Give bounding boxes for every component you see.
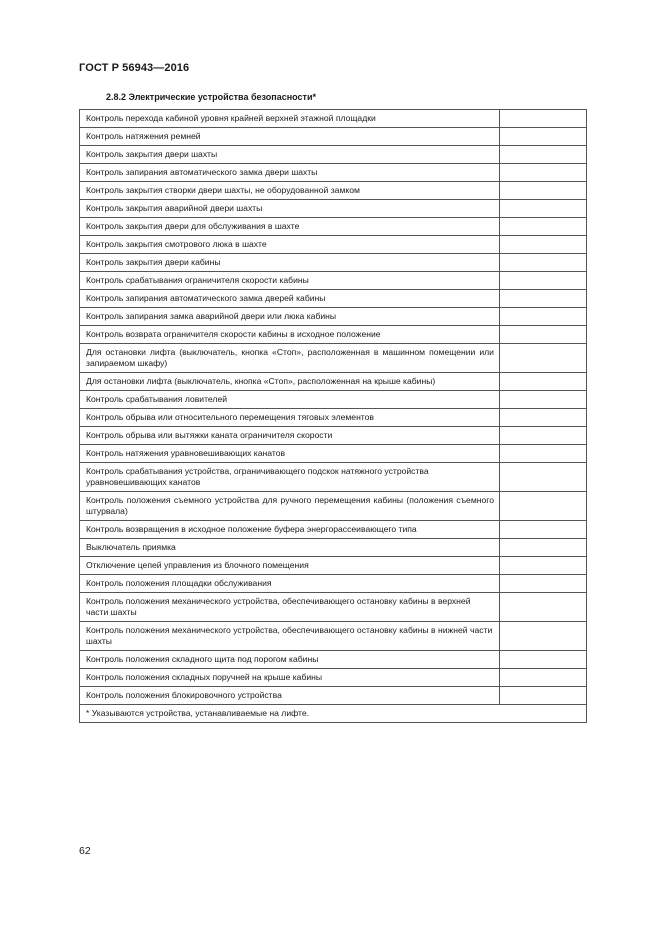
device-name-cell: Контроль положения блокировочного устройства [80,687,500,705]
table-row [80,326,587,344]
table-row [80,539,587,557]
table-row [80,521,587,539]
table-row [80,200,587,218]
value-cell[interactable] [500,146,587,164]
device-name-cell: Для остановки лифта (выключатель, кнопка «Стоп», расположенная на крыше кабины) [80,373,500,391]
table-row [80,409,587,427]
device-name-cell: Контроль срабатывания ограничителя скорости кабины [80,272,500,290]
table-row [80,290,587,308]
device-name-cell: Контроль закрытия смотрового люка в шахте [80,236,500,254]
table-row [80,236,587,254]
device-name-cell: Контроль закрытия двери шахты [80,146,500,164]
table-row [80,391,587,409]
value-cell[interactable] [500,669,587,687]
table-row [80,463,587,492]
table-row [80,344,587,373]
device-name-cell: Контроль возврата ограничителя скорости кабины в исходное положение [80,326,500,344]
device-name-cell: Контроль срабатывания ловителей [80,391,500,409]
value-cell[interactable] [500,427,587,445]
table-row [80,445,587,463]
document-header: ГОСТ Р 56943—2016 [79,62,190,74]
table-row [80,669,587,687]
table-row [80,110,587,128]
value-cell[interactable] [500,651,587,669]
device-name-cell: Отключение цепей управления из блочного помещения [80,557,500,575]
table-row [80,651,587,669]
footnote-row [80,705,587,723]
value-cell[interactable] [500,182,587,200]
value-cell[interactable] [500,200,587,218]
device-name-cell: Контроль обрыва или вытяжки каната ограничителя скорости [80,427,500,445]
table-row [80,164,587,182]
device-name-cell: Контроль закрытия аварийной двери шахты [80,200,500,218]
device-name-cell: Контроль натяжения ремней [80,128,500,146]
value-cell[interactable] [500,290,587,308]
footnote: * Указываются устройства, устанавливаемые на лифте. [80,705,587,723]
device-name-cell: Контроль срабатывания устройства, ограничивающего подскок натяжного устройства уравновешивающих канатов [80,463,500,492]
device-name-cell: Контроль закрытия двери для обслуживания в шахте [80,218,500,236]
table-row [80,182,587,200]
value-cell[interactable] [500,539,587,557]
value-cell[interactable] [500,391,587,409]
device-name-cell: Контроль запирания автоматического замка дверей кабины [80,290,500,308]
value-cell[interactable] [500,521,587,539]
table-row [80,373,587,391]
value-cell[interactable] [500,326,587,344]
table-row [80,575,587,593]
value-cell[interactable] [500,622,587,651]
value-cell[interactable] [500,344,587,373]
device-name-cell: Выключатель приямка [80,539,500,557]
device-name-cell: Контроль возвращения в исходное положение буфера энергорассеивающего типа [80,521,500,539]
device-name-cell: Контроль натяжения уравновешивающих канатов [80,445,500,463]
value-cell[interactable] [500,128,587,146]
value-cell[interactable] [500,687,587,705]
device-name-cell: Контроль положения складного щита под порогом кабины [80,651,500,669]
value-cell[interactable] [500,218,587,236]
device-name-cell: Контроль закрытия створки двери шахты, не оборудованной замком [80,182,500,200]
value-cell[interactable] [500,492,587,521]
page-number: 62 [79,845,91,857]
table-row [80,128,587,146]
section-title: 2.8.2 Электрические устройства безопасности* [106,92,316,102]
device-name-cell: Контроль положения механического устройства, обеспечивающего остановку кабины в нижней части шахты [80,622,500,651]
safety-devices-table [79,109,587,723]
device-name-cell: Контроль запирания автоматического замка двери шахты [80,164,500,182]
table-row [80,254,587,272]
device-name-cell: Контроль положения механического устройства, обеспечивающего остановку кабины в верхней части шахты [80,593,500,622]
device-name-cell: Контроль обрыва или относительного перемещения тяговых элементов [80,409,500,427]
table-row [80,218,587,236]
value-cell[interactable] [500,593,587,622]
value-cell[interactable] [500,445,587,463]
table-row [80,622,587,651]
value-cell[interactable] [500,254,587,272]
device-name-cell: Контроль запирания замка аварийной двери или люка кабины [80,308,500,326]
value-cell[interactable] [500,272,587,290]
device-name-cell: Контроль закрытия двери кабины [80,254,500,272]
device-name-cell: Контроль положения съемного устройства для ручного перемещения кабины (положения съемного штурвала) [80,492,500,521]
table-row [80,687,587,705]
table-row [80,427,587,445]
device-name-cell: Контроль положения складных поручней на крыше кабины [80,669,500,687]
value-cell[interactable] [500,164,587,182]
table-row [80,557,587,575]
value-cell[interactable] [500,575,587,593]
device-name-cell: Контроль перехода кабиной уровня крайней верхней этажной площадки [80,110,500,128]
table-row [80,593,587,622]
value-cell[interactable] [500,373,587,391]
value-cell[interactable] [500,557,587,575]
value-cell[interactable] [500,463,587,492]
value-cell[interactable] [500,236,587,254]
value-cell[interactable] [500,308,587,326]
table-row [80,272,587,290]
table-row [80,146,587,164]
table-row [80,308,587,326]
value-cell[interactable] [500,409,587,427]
value-cell[interactable] [500,110,587,128]
device-name-cell: Контроль положения площадки обслуживания [80,575,500,593]
device-name-cell: Для остановки лифта (выключатель, кнопка «Стоп», расположенная в машинном помещении или запираемом шкафу) [80,344,500,373]
table-row [80,492,587,521]
